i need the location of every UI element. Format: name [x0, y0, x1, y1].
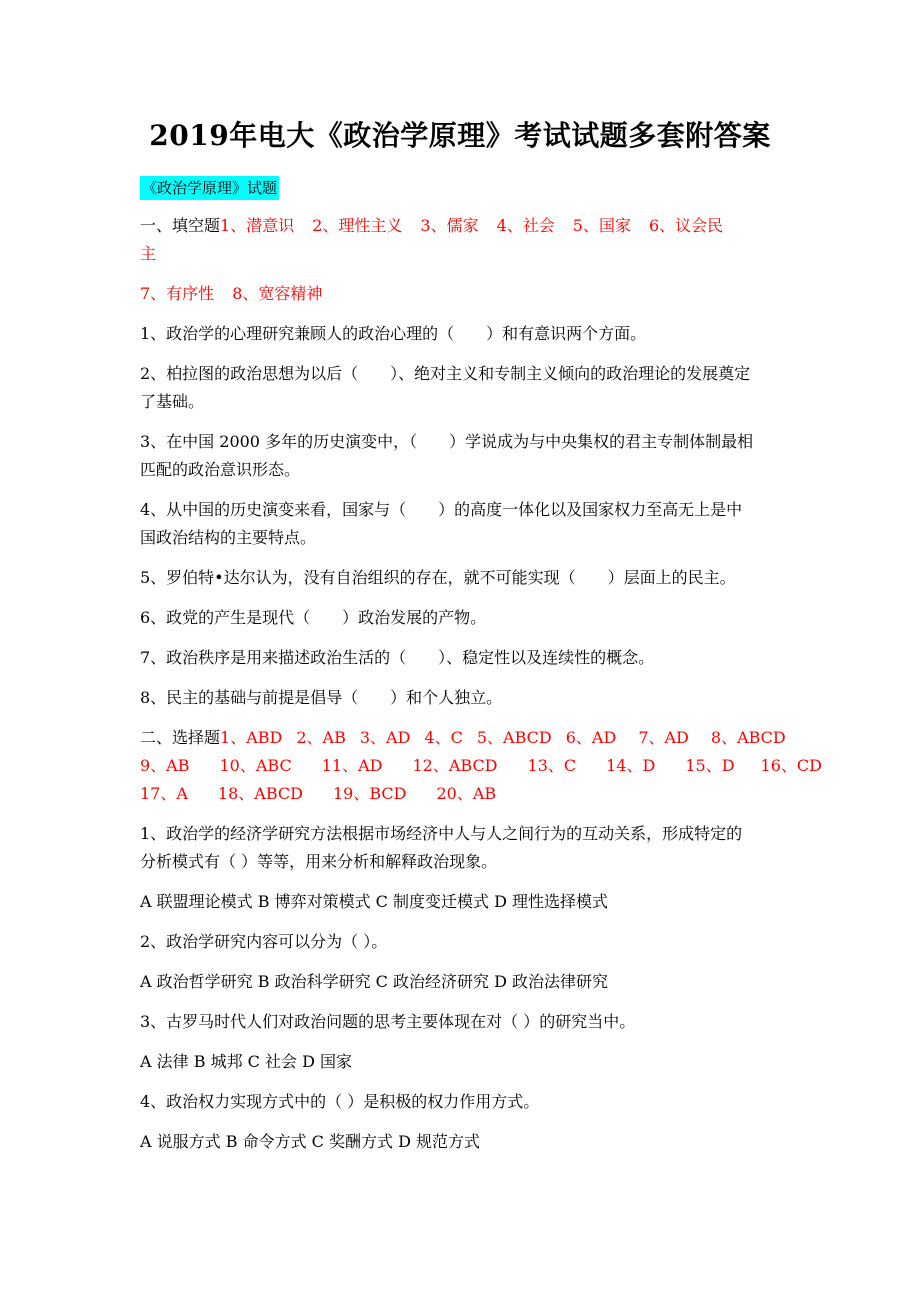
choice-answers-line1 [140, 724, 790, 752]
question-text: 1、政治学的心理研究兼顾人的政治心理的（ ）和有意识两个方面。 [140, 324, 647, 343]
document-title: 2019年电大《政治学原理》考试试题多套附答案 [149, 119, 771, 152]
answer-item: 13、C [527, 756, 577, 775]
choice-heading: 二、选择题 [140, 728, 221, 747]
question-text: 匹配的政治意识形态。 [140, 460, 301, 479]
fill-blank-answers-cont: 主 [140, 244, 157, 263]
answer-item: 3、儒家 [420, 216, 479, 235]
answer-item: 2、AB [296, 728, 346, 747]
answer-item: 6、AD [565, 728, 617, 747]
question-text: 1、政治学的经济学研究方法根据市场经济中人与人之间行为的互动关系，形成特定的 [140, 824, 743, 843]
answer-item: 4、社会 [496, 216, 555, 235]
answer-item: 7、有序性 [140, 284, 215, 303]
answer-item: 2、理性主义 [312, 216, 403, 235]
question-text: 2、柏拉图的政治思想为以后（ ）、绝对主义和专制主义倾向的政治理论的发展奠定 [140, 364, 751, 383]
answer-item: 18、ABCD [217, 784, 303, 803]
answer-item: 8、ABCD [710, 728, 786, 747]
question-text: 7、政治秩序是用来描述政治生活的（ ）、稳定性以及连续性的概念。 [140, 648, 655, 667]
question-options: A 说服方式 B 命令方式 C 奖酬方式 D 规范方式 [140, 1132, 480, 1151]
answer-item: 14、D [606, 756, 656, 775]
fill-blank-answers [220, 216, 723, 235]
answer-item: 3、AD [359, 728, 411, 747]
question-text: 3、在中国 2000 多年的历史演变中，（ ）学说成为与中央集权的君主专制体制最相 [140, 432, 754, 451]
answer-item: 17、A [140, 784, 188, 803]
choice-answers-line3 [140, 780, 790, 808]
choice-answers [220, 728, 786, 747]
question-options: A 联盟理论模式 B 博弈对策模式 C 制度变迁模式 D 理性选择模式 [140, 892, 608, 911]
answer-item: 11、AD [321, 756, 383, 775]
answer-item: 20、AB [436, 784, 497, 803]
question-text: 5、罗伯特•达尔认为，没有自治组织的存在，就不可能实现（ ）层面上的民主。 [140, 568, 736, 587]
question-text: 4、从中国的历史演变来看，国家与（ ）的高度一体化以及国家权力至高无上是中 [140, 500, 743, 519]
answer-item: 10、ABC [219, 756, 292, 775]
answer-item: 7、AD [638, 728, 689, 747]
answer-item: 16、CD [760, 756, 822, 775]
answer-item: 9、AB [140, 756, 190, 775]
answer-item: 1、ABD [220, 728, 283, 747]
question-options: A 政治哲学研究 B 政治科学研究 C 政治经济研究 D 政治法律研究 [140, 972, 608, 991]
question-text: 8、民主的基础与前提是倡导（ ）和个人独立。 [140, 688, 503, 707]
question-text: 了基础。 [140, 392, 205, 411]
question-text: 2、政治学研究内容可以分为（ ）。 [140, 932, 388, 951]
question-text: 国政治结构的主要特点。 [140, 528, 317, 547]
answer-item: 1、潜意识 [220, 216, 295, 235]
question-options: A 法律 B 城邦 C 社会 D 国家 [140, 1052, 352, 1071]
question-text: 3、古罗马时代人们对政治问题的思考主要体现在对（ ）的研究当中。 [140, 1012, 636, 1031]
fill-blank-heading: 一、填空题 [140, 216, 221, 235]
fill-blank-answers-line2 [140, 280, 790, 308]
section-highlight: 《政治学原理》试题 [140, 176, 279, 200]
question-text: 分析模式有（ ）等等，用来分析和解释政治现象。 [140, 852, 498, 871]
answer-item: 5、ABCD [476, 728, 552, 747]
choice-answers-line2 [140, 752, 822, 780]
question-text: 4、政治权力实现方式中的（ ）是积极的权力作用方式。 [140, 1092, 540, 1111]
question-text: 6、政党的产生是现代（ ）政治发展的产物。 [140, 608, 487, 627]
fill-blank-answers-line1 [140, 212, 790, 240]
answer-item: 19、BCD [332, 784, 407, 803]
answer-item: 8、宽容精神 [232, 284, 323, 303]
answer-item: 6、议会民 [648, 216, 724, 235]
answer-item: 15、D [685, 756, 735, 775]
answer-item: 5、国家 [572, 216, 631, 235]
answer-item: 4、C [424, 728, 463, 747]
answer-item: 12、ABCD [412, 756, 498, 775]
